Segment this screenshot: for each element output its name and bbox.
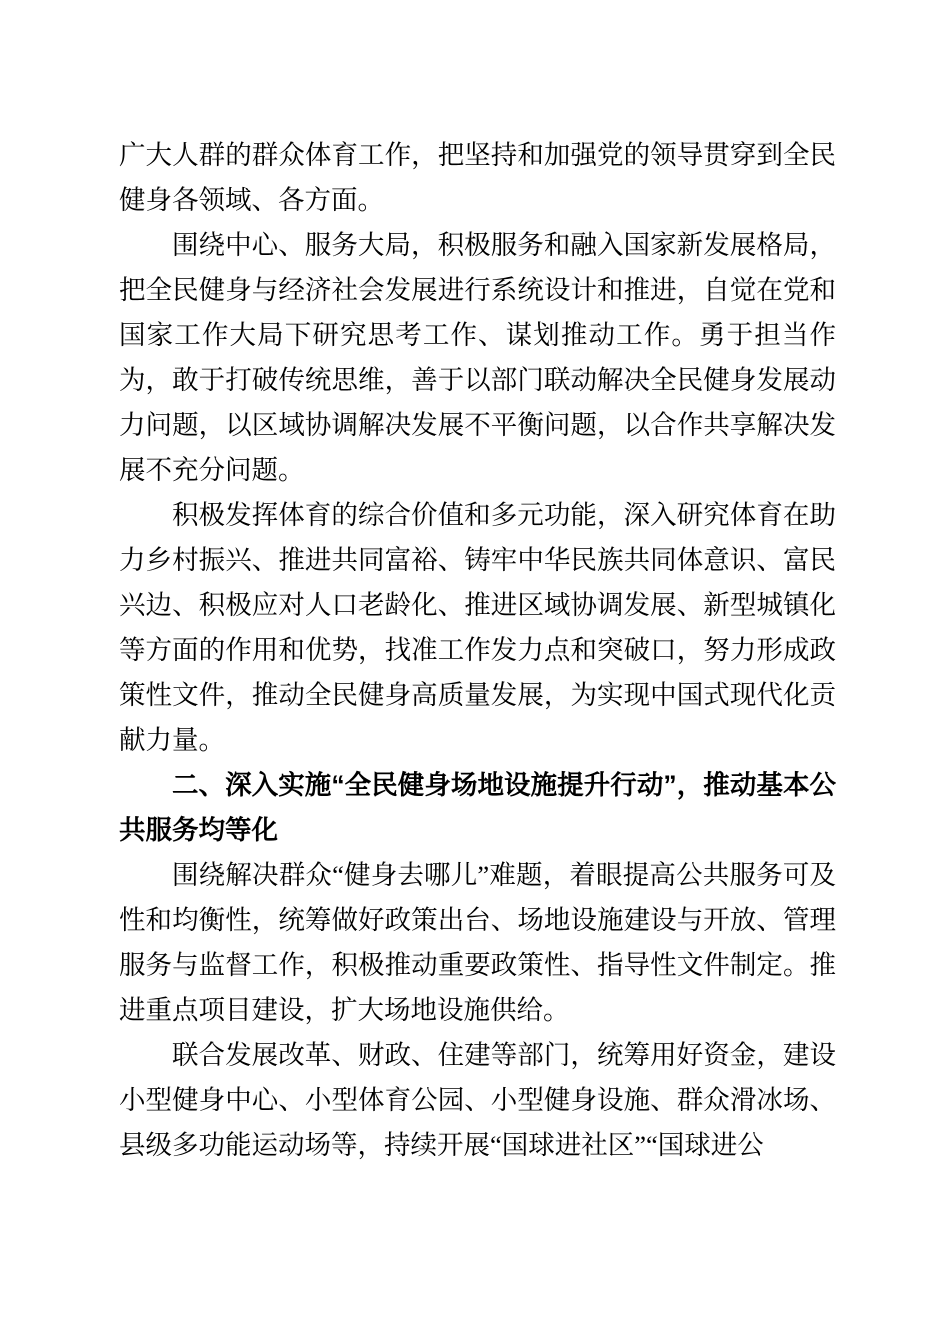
- paragraph: 积极发挥体育的综合价值和多元功能，深入研究体育在助力乡村振兴、推进共同富裕、铸牢中华民族共同体意识、富民兴边、积极应对人口老龄化、推进区域协调发展、新型城镇化等方面的作用和优势，找准工作发力点和突破口，努力形成政策性文件，推动全民健身高质量发展，为实现中国式现代化贡献力量。: [119, 500, 836, 755]
- paragraph: 联合发展改革、财政、住建等部门，统筹用好资金，建设小型健身中心、小型体育公园、小型健身设施、群众滑冰场、县级多功能运动场等，持续开展“国球进社区”“国球进公: [119, 1040, 836, 1160]
- paragraph: 围绕中心、服务大局，积极服务和融入国家新发展格局，把全民健身与经济社会发展进行系统设计和推进，自觉在党和国家工作大局下研究思考工作、谋划推动工作。勇于担当作为，敢于打破传统思维，善于以部门联动解决全民健身发展动力问题，以区域协调解决发展不平衡问题，以合作共享解决发展不充分问题。: [119, 230, 836, 485]
- paragraph-continuation: 广大人群的群众体育工作，把坚持和加强党的领导贯穿到全民健身各领域、各方面。: [119, 140, 836, 215]
- paragraph: 围绕解决群众“健身去哪儿”难题，着眼提高公共服务可及性和均衡性，统筹做好政策出台、场地设施建设与开放、管理服务与监督工作，积极推动重要政策性、指导性文件制定。推进重点项目建设，扩大场地设施供给。: [119, 860, 836, 1025]
- section-heading: 二、深入实施“全民健身场地设施提升行动”，推动基本公共服务均等化: [119, 770, 836, 845]
